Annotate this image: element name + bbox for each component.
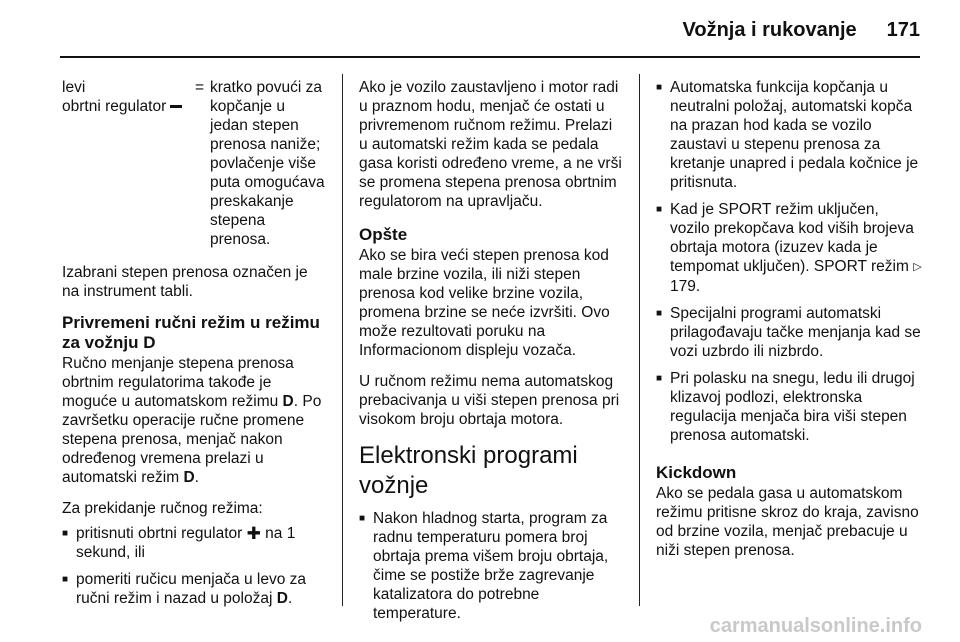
column-middle <box>359 78 625 635</box>
header-title: Vožnja i rukovanje <box>682 19 857 41</box>
subheading: Privremeni ručni režim u režimu za vožnju D <box>62 313 320 352</box>
paragraph: U ručnom režimu nema automatskog prebacivanja u viši stepen prenosa pri visokom broju obrtaja motora. <box>359 373 620 428</box>
column-left <box>62 78 326 620</box>
paragraph: Ako je vozilo zaustavljeno i motor radi u praznom hodu, menjač će ostati u privremenom ručnom režimu. Prelazi u automatski režim kada se pedala gasa koristi određeno vreme, a ne vrši se promena stepena prenosa obrtnim regulatorom na upravljaču. <box>359 79 622 210</box>
definition-equals: = <box>195 79 205 96</box>
column-divider <box>639 74 640 606</box>
list-item: ■ pritisnuti obrtni regulator ✚ na 1 sekund, ili <box>62 524 326 562</box>
paragraph: Za prekidanje ručnog režima: <box>62 500 263 517</box>
watermark: carmanualsonline.info <box>709 615 922 637</box>
bullet-list <box>656 78 922 445</box>
definition-term: levi obrtni regulator <box>62 78 195 249</box>
bullet-list <box>359 509 625 623</box>
page-reference-icon: ▷ <box>913 261 922 273</box>
minus-icon <box>170 105 182 108</box>
subheading: Kickdown <box>656 463 737 482</box>
paragraph: Ako se pedala gasa u automatskom režimu pritisne skroz do kraja, zavisno od brzine vozila, menjač prebacuje u niži stepen prenosa. <box>656 485 919 559</box>
section-title: Elektronski programi vožnje <box>359 442 578 499</box>
plus-icon: ✚ <box>246 524 261 543</box>
list-item: ■ Kad je SPORT režim uključen, vozilo prekopčava kod viših brojeva obrtaja motora (izuzev kada je tempomat uključen). SPORT režim ▷ 179. <box>656 200 922 296</box>
list-item: ■ Automatska funkcija kopčanja u neutralni položaj, automatski kopča na prazan hod kada se vozilo zaustavi u stepenu prenosa za kretanje unapred i pedala kočnice je pritisnuta. <box>656 78 922 192</box>
paragraph: Ako se bira veći stepen prenosa kod male brzine vozila, ili niži stepen prenosa kod velike brzine vozila, promena brzine se neće izvršiti. Ovo može rezultovati poruku na Informacionom displeju vozača. <box>359 247 610 359</box>
column-divider <box>342 74 343 606</box>
page-number: 171 <box>886 19 920 41</box>
list-item: ■ Nakon hladnog starta, program za radnu temperaturu pomera broj obrtaja prema višem broju obrtaja, čime se postiže brže zagrevanje katalizatora do potrebne temperature. <box>359 509 625 623</box>
paragraph: Izabrani stepen prenosa označen je na instrument tabli. <box>62 264 308 300</box>
subheading: Opšte <box>359 225 408 244</box>
list-item: ■ Specijalni programi automatski prilagođavaju tačke menjanja kad se vozi uzbrdo ili nizbrdo. <box>656 304 922 361</box>
column-right <box>656 78 922 572</box>
list-item: ■ pomeriti ručicu menjača u levo za ručni režim i nazad u položaj D. <box>62 570 326 608</box>
definition-entry <box>62 78 326 249</box>
page-header <box>683 18 921 42</box>
header-rule <box>60 56 920 58</box>
list-item: ■ Pri polasku na snegu, ledu ili drugoj klizavoj podlozi, elektronska regulacija menjača bira viši stepen prenosa automatski. <box>656 369 922 445</box>
definition-description: kratko povući za kopčanje u jedan stepen prenosa naniže; povlačenje više puta omogućava preskakanje stepena prenosa. <box>210 79 325 248</box>
bullet-list <box>62 524 326 608</box>
paragraph: Ručno menjanje stepena prenosa obrtnim regulatorima takođe je moguće u automatskom režimu D. Po završetku operacije ručne promene stepena prenosa, menjač nakon određenog vremena prelazi u automatski režim D. <box>62 355 322 486</box>
